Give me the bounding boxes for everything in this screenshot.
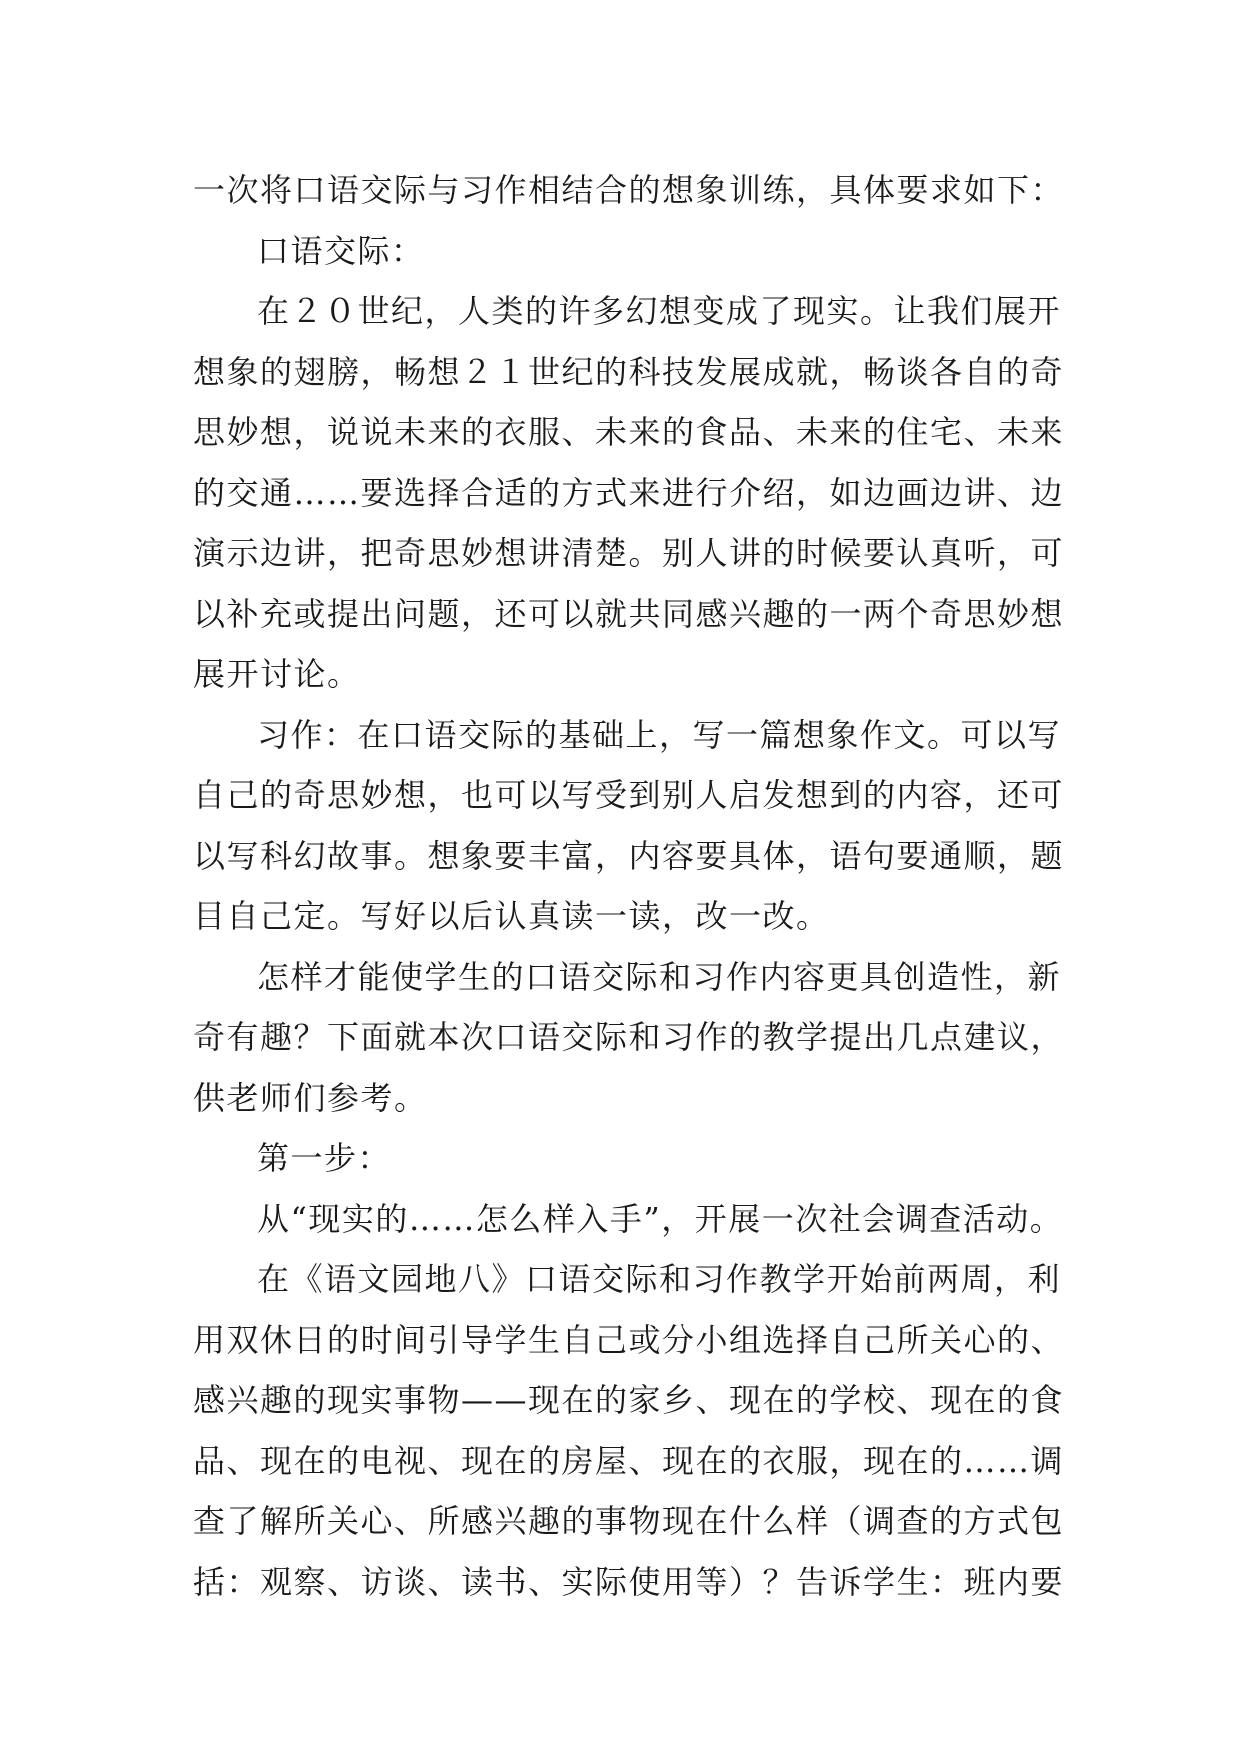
- text-line: 品、现在的电视、现在的房屋、现在的衣服，现在的……调: [193, 1441, 1065, 1480]
- text-line: 用双休日的时间引导学生自己或分小组选择自己所关心的、: [193, 1320, 1065, 1359]
- text-line: 展开讨论。: [193, 655, 361, 693]
- text-line: 括：观察、访谈、读书、实际使用等）？告诉学生：班内要: [193, 1562, 1065, 1601]
- text-line: 的交通……要选择合适的方式来进行介绍，如边画边讲、边: [193, 473, 1065, 512]
- text-line: 查了解所关心、所感兴趣的事物现在什么样（调查的方式包: [193, 1502, 1065, 1540]
- text-line: 在《语文园地八》口语交际和习作教学开始前两周，利: [257, 1260, 1062, 1298]
- text-line: 习作：在口语交际的基础上，写一篇想象作文。可以写: [257, 715, 1062, 754]
- text-line: 思妙想，说说未来的衣服、未来的食品、未来的住宅、未来: [193, 413, 1065, 451]
- text-line: 目自己定。写好以后认真读一读，改一改。: [193, 897, 830, 935]
- text-line: 供老师们参考。: [193, 1078, 428, 1117]
- text-line: 奇有趣？下面就本次口语交际和习作的教学提出几点建议，: [193, 1018, 1065, 1056]
- text-line: 一次将口语交际与习作相结合的想象训练，具体要求如下：: [193, 171, 1065, 209]
- text-line: 演示边讲，把奇思妙想讲清楚。别人讲的时候要认真听，可: [193, 534, 1065, 572]
- text-line: 怎样才能使学生的口语交际和习作内容更具创造性，新: [257, 957, 1062, 996]
- text-line: 口语交际：: [257, 231, 425, 270]
- text-line: 感兴趣的现实事物——现在的家乡、现在的学校、现在的食: [193, 1381, 1065, 1419]
- text-line: 从“现实的……怎么样入手”，开展一次社会调查活动。: [257, 1199, 1064, 1238]
- text-line: 在２０世纪，人类的许多幻想变成了现实。让我们展开: [257, 292, 1062, 330]
- document-body: [193, 160, 1065, 1612]
- text-line: 以写科幻故事。想象要丰富，内容要具体，语句要通顺，题: [193, 836, 1065, 875]
- text-line: 以补充或提出问题，还可以就共同感兴趣的一两个奇思妙想: [193, 594, 1065, 633]
- text-line: 自己的奇思妙想，也可以写受到别人启发想到的内容，还可: [193, 776, 1065, 814]
- text-line: 第一步：: [257, 1139, 392, 1177]
- text-line: 想象的翅膀，畅想２１世纪的科技发展成就，畅谈各自的奇: [193, 352, 1065, 391]
